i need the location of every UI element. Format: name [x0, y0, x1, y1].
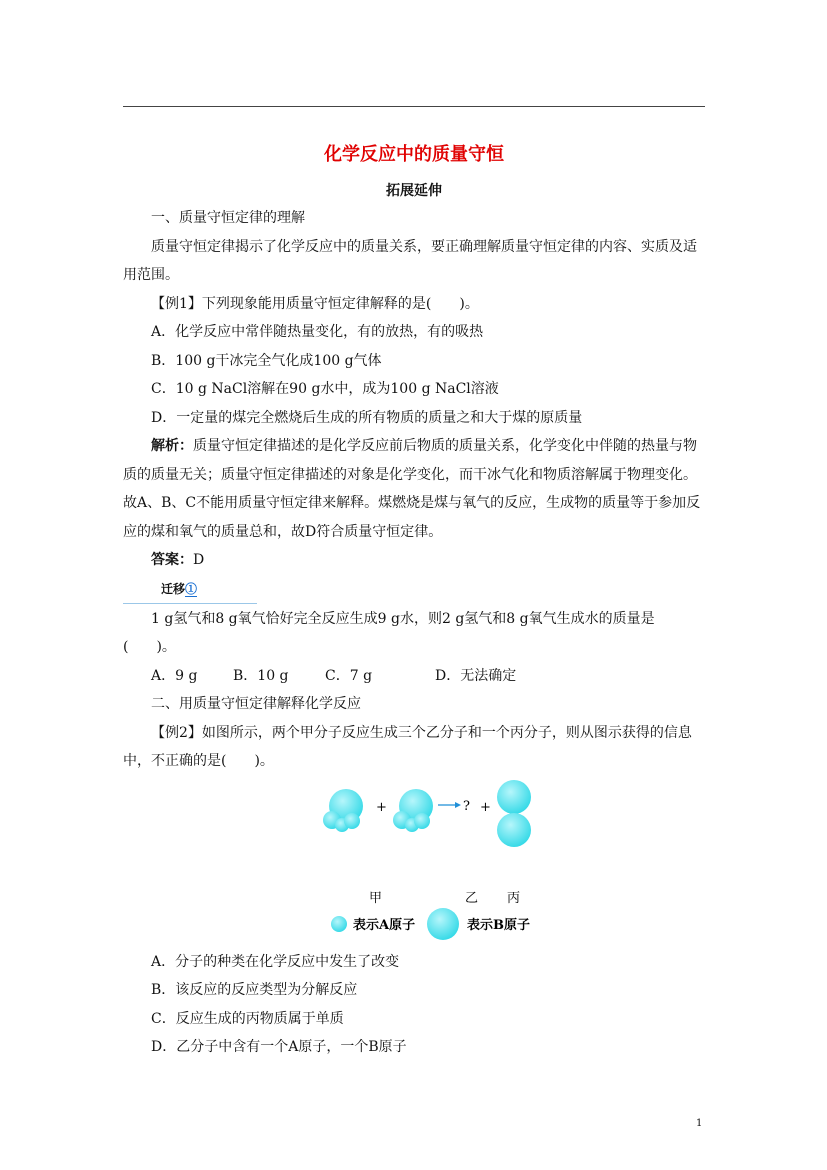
transfer1-question: 1 g氢气和8 g氧气恰好完全反应生成9 g水，则2 g氢气和8 g氧气生成水的质量是( )。: [123, 610, 655, 655]
atom-b: [497, 780, 531, 814]
molecule-jia-1: [323, 789, 363, 832]
molecule-bing: [497, 780, 531, 847]
atom-b: [497, 813, 531, 847]
example2-question: 【例2】如图所示，两个甲分子反应生成三个乙分子和一个丙分子，则从图示获得的信息中，不正确的是( )。: [123, 724, 692, 769]
example2-option-b: B．该反应的反应类型为分解反应: [151, 982, 358, 998]
transfer1-option-d: D．无法确定: [435, 667, 517, 684]
example1-option-c: C．10 g NaCl溶解在90 g水中，成为100 g NaCl溶液: [151, 381, 499, 397]
section1-intro: 质量守恒定律揭示了化学反应中的质量关系，要正确理解质量守恒定律的内容、实质及适用范围。: [123, 238, 697, 283]
legend-b-text: 表示B原子: [467, 917, 530, 933]
label-jia: 甲: [369, 890, 383, 906]
reaction-figure: [123, 780, 705, 910]
example1-option-b: B．100 g干冰完全气化成100 g气体: [151, 352, 382, 369]
example1-analysis: [123, 432, 705, 546]
section2-heading: 二、用质量守恒定律解释化学反应: [151, 696, 361, 712]
transfer-label: 迁移: [161, 581, 186, 596]
transfer1-option-c: C．7 g: [325, 667, 373, 684]
transfer1-tag: [123, 575, 705, 605]
answer-value: D: [193, 552, 205, 568]
reaction-diagram: [313, 780, 543, 910]
page-subtitle: 拓展延伸: [386, 183, 442, 199]
transfer1-option-a: A．9 g: [151, 667, 198, 684]
legend-atom-b-icon: [427, 908, 459, 940]
figure-legend: [123, 906, 705, 946]
answer-label: 答案：: [151, 552, 193, 568]
analysis-label: 解析：: [151, 438, 193, 454]
page-number: 1: [696, 1118, 703, 1129]
transfer-label-wrap: [123, 575, 257, 604]
plus-sign-1: +: [376, 799, 387, 815]
page-title: 化学反应中的质量守恒: [324, 144, 504, 165]
reaction-arrow: [438, 802, 461, 808]
unknown-product: ?: [463, 798, 470, 814]
atom-a: [414, 813, 430, 829]
example1-option-d: D．一定量的煤完全燃烧后生成的所有物质的质量之和大于煤的原质量: [151, 409, 583, 426]
example2-option-c: C．反应生成的丙物质属于单质: [151, 1010, 344, 1027]
example1-answer: [123, 546, 705, 575]
legend-a-text: 表示A原子: [353, 917, 416, 933]
example1-option-a: A．化学反应中常伴随热量变化，有的放热，有的吸热: [151, 324, 484, 340]
analysis-text: 质量守恒定律描述的是化学反应前后物质的质量关系，化学变化中伴随的热量与物质的质量无关；质量守恒定律描述的对象是化学变化，而干冰气化和物质溶解属于物理变化。故A、B、C不能用质量守恒定律来解释。煤燃烧是煤与氧气的反应，生成物的质量等于参加反应的煤和氧气的质量总和，故D符合质量守恒定律。: [123, 438, 701, 540]
label-bing: 丙: [507, 890, 521, 906]
plus-sign-2: +: [480, 799, 491, 815]
example2-option-d: D．乙分子中含有一个A原子，一个B原子: [151, 1039, 407, 1055]
document-body: [123, 140, 705, 1062]
example2-option-a: A．分子的种类在化学反应中发生了改变: [151, 953, 400, 970]
molecule-jia-2: [393, 789, 433, 832]
legend-graphic: [323, 906, 583, 946]
transfer1-option-b: B．10 g: [233, 667, 289, 684]
transfer-number: ①: [185, 581, 198, 596]
section1-heading: 一、质量守恒定律的理解: [151, 210, 305, 226]
header-rule: [123, 106, 705, 107]
label-yi: 乙: [465, 890, 479, 906]
example1-question: 【例1】下列现象能用质量守恒定律解释的是( )。: [151, 295, 479, 312]
atom-a: [344, 813, 360, 829]
transfer1-options: [123, 662, 705, 691]
legend-atom-a-icon: [331, 916, 347, 932]
